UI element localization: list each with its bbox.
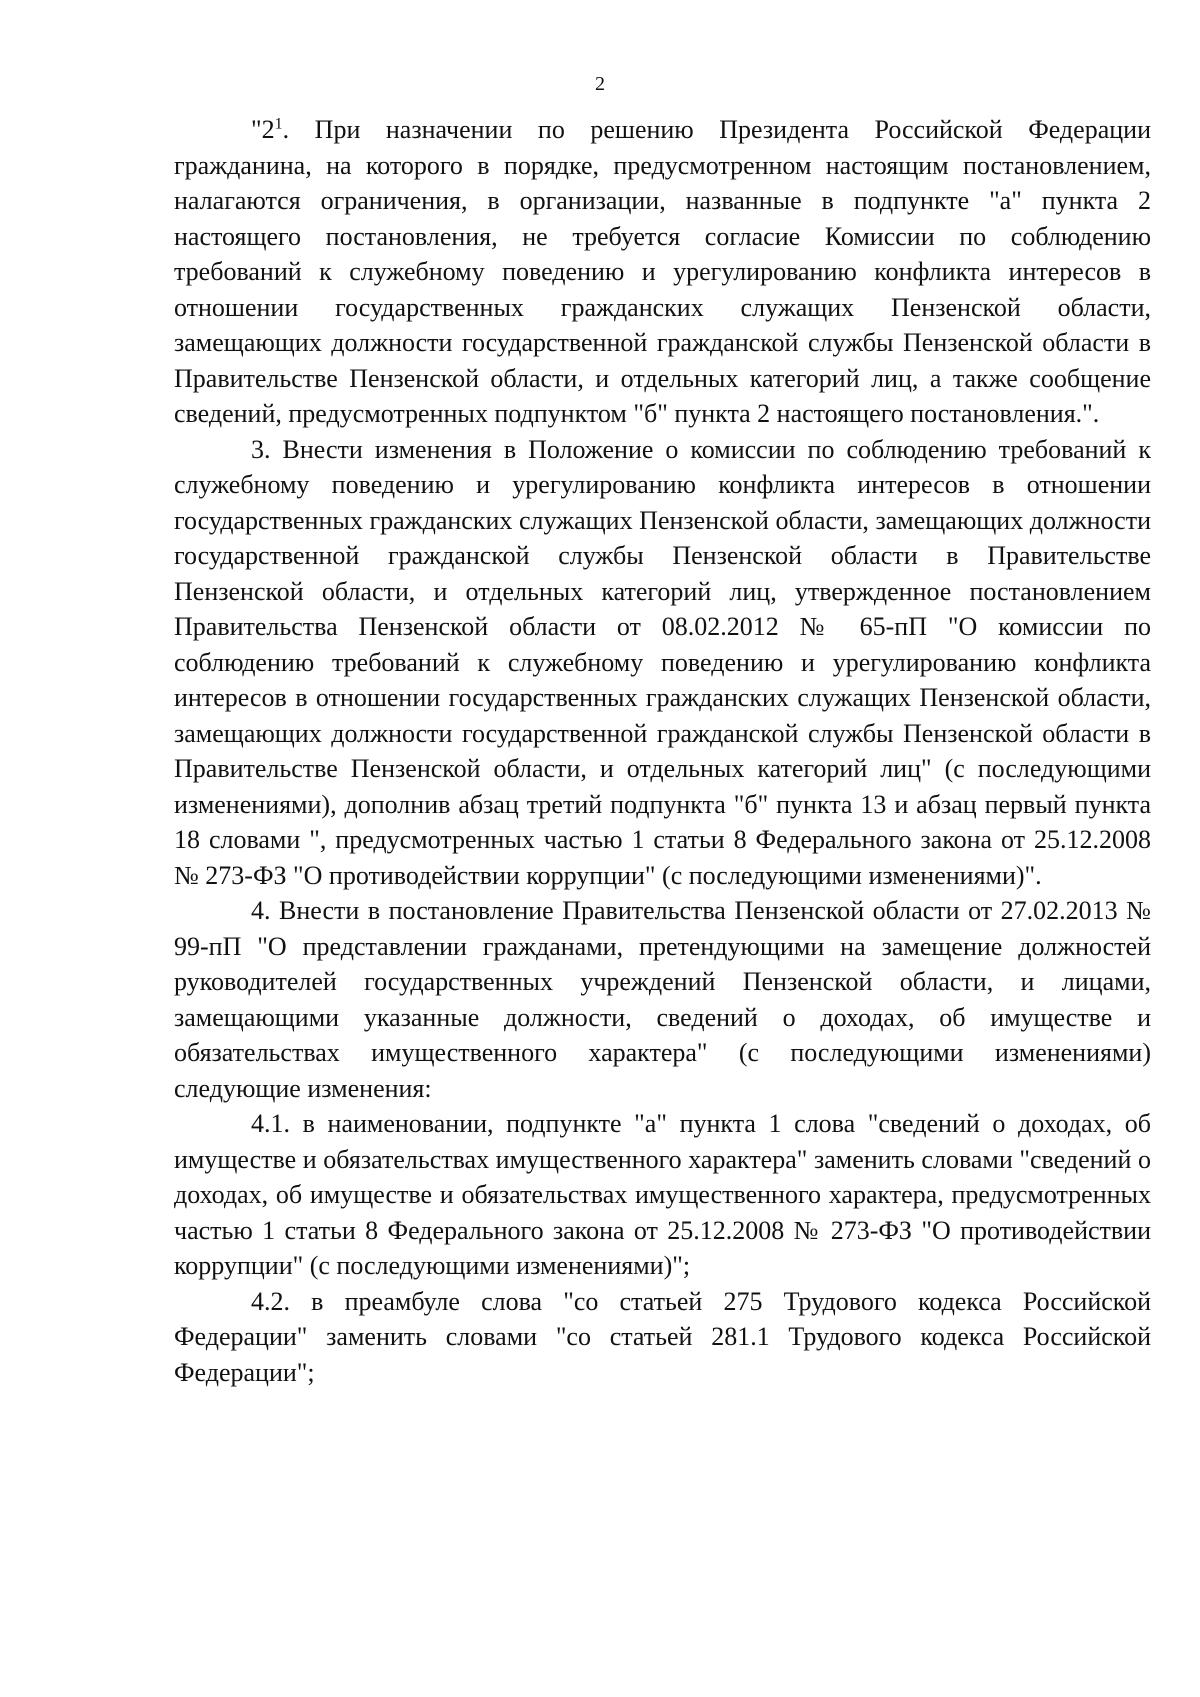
clause-number-main: "2 xyxy=(251,115,275,144)
paragraph-2-1-amendment xyxy=(174,112,1151,432)
page-number: 2 xyxy=(595,73,605,95)
paragraph-4: 4. Внести в постановление Правительства Пензенской области от 27.02.2013 № 99-пП "О представлении гражданами, претендующими на замещение должностей руководителей государственных учреждений Пензенской области, и лицами, замещающими указанные должности, сведений о доходах, об имуществе и обязательствах имущественного характера" (с последующими изменениями) следующие изменения: xyxy=(174,896,1151,1103)
document-body xyxy=(174,112,1151,1390)
clause-number-superscript: 1 xyxy=(274,115,283,133)
clause-number xyxy=(251,115,283,144)
paragraph-3: 3. Внести изменения в Положение о комиссии по соблюдению требований к служебному поведению и урегулированию конфликта интересов в отношении государственных гражданских служащих Пензенской области, замещающих должности государственной гражданской службы Пензенской области в Правительстве Пензенской области, и отдельных категорий лиц, утвержденное постановлением Правительства Пензенской области от 08.02.2012 № 65-пП "О комиссии по соблюдению требований к служебному поведению и урегулированию конфликта интересов в отношении государственных гражданских служащих Пензенской области, замещающих должности государственной гражданской службы Пензенской области в Правительстве Пензенской области, и отдельных категорий лиц" (с последующими изменениями), дополнив абзац третий подпункта "б" пункта 13 и абзац первый пункта 18 словами ", предусмотренных частью 1 статьи 8 Федерального закона от 25.12.2008 № 273-ФЗ "О противодействии коррупции" (с последующими изменениями)". xyxy=(174,434,1151,890)
paragraph-4-2: 4.2. в преамбуле слова "со статьей 275 Трудового кодекса Российской Федерации" заменить словами "со статьей 281.1 Трудового кодекса Российской Федерации"; xyxy=(174,1286,1151,1387)
paragraph-text: . При назначении по решению Президента Российской Федерации гражданина, на которого в порядке, предусмотренном настоящим постановлением, налагаются ограничения, в организации, названные в подпункте "а" пункта 2 настоящего постановления, не требуется согласие Комиссии по соблюдению требований к служебному поведению и урегулированию конфликта интересов в отношении государственных гражданских служащих Пензенской области, замещающих должности государственной гражданской службы Пензенской области в Правительстве Пензенской области, и отдельных категорий лиц, а также сообщение сведений, предусмотренных подпунктом "б" пункта 2 настоящего постановления.". xyxy=(174,115,1151,428)
paragraph-4-1: 4.1. в наименовании, подпункте "а" пункта 1 слова "сведений о доходах, об имуществе и обязательствах имущественного характера" заменить словами "сведений о доходах, об имуществе и обязательствах имущественного характера, предусмотренных частью 1 статьи 8 Федерального закона от 25.12.2008 № 273-ФЗ "О противодействии коррупции" (с последующими изменениями)"; xyxy=(174,1109,1151,1280)
